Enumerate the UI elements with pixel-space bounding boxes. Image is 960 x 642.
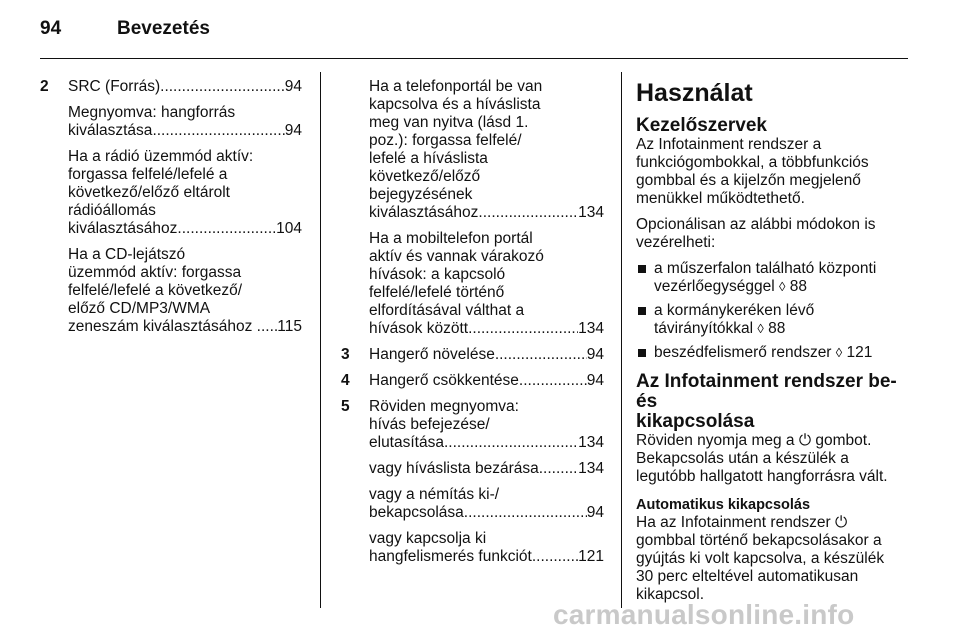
bullet-item [636, 302, 908, 338]
dot-leader [539, 460, 578, 478]
dot-leader [495, 346, 587, 364]
toc-entry [341, 346, 604, 364]
entry-line: előző CD/MP3/WMA [68, 300, 211, 317]
entry-text [40, 246, 302, 336]
entry-text [341, 460, 604, 478]
reference-arrow-icon: ◊ [778, 279, 786, 294]
paragraph-line: gombbal és a kijelzőn megjelenő [636, 172, 861, 189]
entry-label: zeneszám kiválasztásához . [68, 318, 261, 335]
entry-line: hívások: a kapcsoló [369, 266, 506, 283]
entry-label: hangfelismerés funkciót [369, 548, 532, 565]
entry-last-line [68, 220, 302, 238]
entry-text [341, 346, 604, 364]
paragraph [636, 216, 908, 252]
toc-entry [40, 246, 302, 336]
entry-text [341, 78, 604, 222]
paragraph-line: gombbal történő bekapcsolásakor a [636, 532, 882, 549]
entry-label: kiválasztásához [68, 220, 178, 237]
page-reference: 121 [846, 344, 873, 361]
entry-line: kapcsolva és a híváslista [369, 96, 541, 113]
entry-line: felfelé/lefelé történő [369, 284, 505, 301]
entry-label: elutasítása [369, 434, 444, 451]
item-number: 4 [341, 372, 350, 389]
entry-text [341, 372, 604, 390]
column-2 [341, 78, 604, 574]
item-number: 2 [40, 78, 49, 95]
entry-last-line [369, 346, 604, 364]
entry-line: hívás befejezése/ [369, 416, 490, 433]
entry-last-line [68, 78, 302, 96]
entry-last-line [68, 318, 302, 336]
paragraph [636, 514, 908, 604]
entry-label: hívások között [369, 320, 469, 337]
toc-entry [40, 104, 302, 140]
dot-leader [444, 434, 578, 452]
entry-line: Ha a CD-lejátszó [68, 246, 186, 263]
bullet-square-icon [638, 307, 646, 315]
subheading-on-off [636, 372, 908, 432]
toc-entry [341, 398, 604, 452]
paragraph-line: Ha az Infotainment rendszer ⏻ [636, 514, 848, 531]
bullet-text: beszédfelismerő rendszer [654, 344, 832, 361]
entry-line: Ha a telefonportál be van [369, 78, 543, 95]
toc-entry [40, 148, 302, 238]
entry-label: bekapcsolása [369, 504, 464, 521]
paragraph-line: Az Infotainment rendszer a [636, 136, 822, 153]
page-reference: 94 [284, 122, 302, 139]
page-reference: 115 [277, 318, 302, 335]
bullet-text: távirányítókkal [654, 320, 754, 337]
column-divider-1 [320, 72, 321, 608]
toc-entry [341, 78, 604, 222]
dot-leader [468, 320, 578, 338]
entry-line: bejegyzésének [369, 186, 473, 203]
toc-entry [341, 230, 604, 338]
paragraph-line: gyújtás ki volt kapcsolva, a készülék [636, 550, 885, 567]
bullet-line [654, 278, 908, 296]
entry-last-line [369, 320, 604, 338]
page-reference: 121 [578, 548, 604, 565]
toc-entry [341, 530, 604, 566]
bullet-line: a műszerfalon található központi [654, 260, 877, 277]
entry-label: Hangerő csökkentése [369, 372, 519, 389]
entry-line: felfelé/lefelé a következő/ [68, 282, 243, 299]
dot-leader [160, 78, 285, 96]
bullet-line: a kormánykeréken lévő [654, 302, 815, 319]
page-reference: 94 [586, 346, 604, 363]
watermark: carmanualsonline.info [553, 599, 855, 630]
entry-label: kiválasztásához [369, 204, 479, 221]
column-divider-2 [621, 72, 622, 608]
section-heading: Használat [636, 79, 753, 107]
entry-line: forgassa felfelé/lefelé a [68, 166, 228, 183]
entry-line: következő/előző eltárolt [68, 184, 230, 201]
entry-line: vagy a némítás ki-/ [369, 486, 500, 503]
dot-leader [152, 122, 284, 140]
paragraph-line: vezérelheti: [636, 234, 716, 251]
entry-last-line [369, 460, 604, 478]
entry-line: vagy kapcsolja ki [369, 530, 487, 547]
page-reference: 134 [578, 204, 604, 221]
page-reference: 94 [284, 78, 302, 95]
page-reference: 94 [586, 372, 604, 389]
page-reference: 134 [578, 434, 604, 451]
toc-entry [341, 460, 604, 478]
entry-text [341, 530, 604, 566]
paragraph-line: Bekapcsolás után a készülék a [636, 450, 849, 467]
dot-leader [532, 548, 578, 566]
bullet-line [654, 344, 908, 362]
page-reference: 134 [578, 320, 604, 337]
dot-leader [478, 204, 578, 222]
page-reference: 94 [586, 504, 604, 521]
entry-label: vagy híváslista bezárása [369, 460, 539, 477]
entry-line: Megnyomva: hangforrás [68, 104, 236, 121]
reference-arrow-icon: ◊ [757, 321, 764, 336]
toc-entry [341, 372, 604, 390]
entry-line: aktív és vannak várakozó [369, 248, 544, 265]
entry-last-line [369, 204, 604, 222]
dot-leader [464, 504, 587, 522]
toc-entry [341, 486, 604, 522]
page-reference: 104 [276, 220, 302, 237]
bullet-square-icon [638, 349, 646, 357]
entry-line: lefelé a híváslista [369, 150, 488, 167]
entry-label: SRC (Forrás) [68, 78, 161, 95]
entry-line: elfordításával válthat a [369, 302, 525, 319]
entry-text [341, 486, 604, 522]
subheading-auto-off: Automatikus kikapcsolás [636, 497, 811, 513]
entry-line: rádióállomás [68, 202, 156, 219]
entry-line: meg van nyitva (lásd 1. [369, 114, 529, 131]
header-rule [40, 58, 908, 59]
entry-last-line [369, 372, 604, 390]
subheading-line: kikapcsolása [636, 411, 755, 432]
page-reference: 134 [578, 460, 604, 477]
item-number: 5 [341, 398, 350, 415]
entry-text [40, 148, 302, 238]
column-1 [40, 78, 302, 344]
bullet-item [636, 344, 908, 362]
entry-line: Ha a mobiltelefon portál [369, 230, 533, 247]
paragraph-line: legutóbb hallgatott hangforrásra vált. [636, 468, 888, 485]
dot-leader [519, 372, 587, 390]
column-3 [636, 78, 908, 612]
reference-arrow-icon: ◊ [835, 345, 843, 360]
paragraph-line: 30 perc elteltével automatikusan [636, 568, 859, 585]
entry-last-line [369, 504, 604, 522]
entry-line: következő/előző [369, 168, 481, 185]
bullet-text: vezérlőegységgel [654, 278, 775, 295]
entry-label: kiválasztása [68, 122, 153, 139]
paragraph-line: Opcionálisan az alábbi módokon is [636, 216, 876, 233]
paragraph [636, 136, 908, 208]
entry-line: üzemmód aktív: forgassa [68, 264, 242, 281]
toc-entry [40, 78, 302, 96]
entry-line: Röviden megnyomva: [369, 398, 519, 415]
bullet-item [636, 260, 908, 296]
entry-line: poz.): forgassa felfelé/ [369, 132, 522, 149]
entry-line: Ha a rádió üzemmód aktív: [68, 148, 254, 165]
paragraph-line: kikapcsol. [636, 586, 705, 603]
bullet-line [654, 320, 908, 338]
entry-last-line [369, 434, 604, 452]
subheading-line: Az Infotainment rendszer be- és [636, 371, 897, 412]
subheading-controls: Kezelőszervek [636, 115, 767, 136]
entry-label: Hangerő növelése [369, 346, 495, 363]
paragraph-line: Röviden nyomja meg a ⏻ gombot. [636, 432, 872, 449]
entry-text [40, 104, 302, 140]
dot-leader [261, 318, 277, 336]
entry-last-line [68, 122, 302, 140]
paragraph-line: funkciógombokkal, a többfunkciós [636, 154, 869, 171]
dot-leader [177, 220, 276, 238]
paragraph-line: menükkel működtethető. [636, 190, 805, 207]
entry-last-line [369, 548, 604, 566]
entry-text [40, 78, 302, 96]
paragraph [636, 432, 908, 486]
page-reference: 88 [768, 320, 786, 337]
page-reference: 88 [789, 278, 807, 295]
page-number: 94 [40, 18, 62, 39]
page-title: Bevezetés [117, 18, 210, 39]
item-number: 3 [341, 346, 350, 363]
bullet-square-icon [638, 265, 646, 273]
entry-text [341, 398, 604, 452]
entry-text [341, 230, 604, 338]
